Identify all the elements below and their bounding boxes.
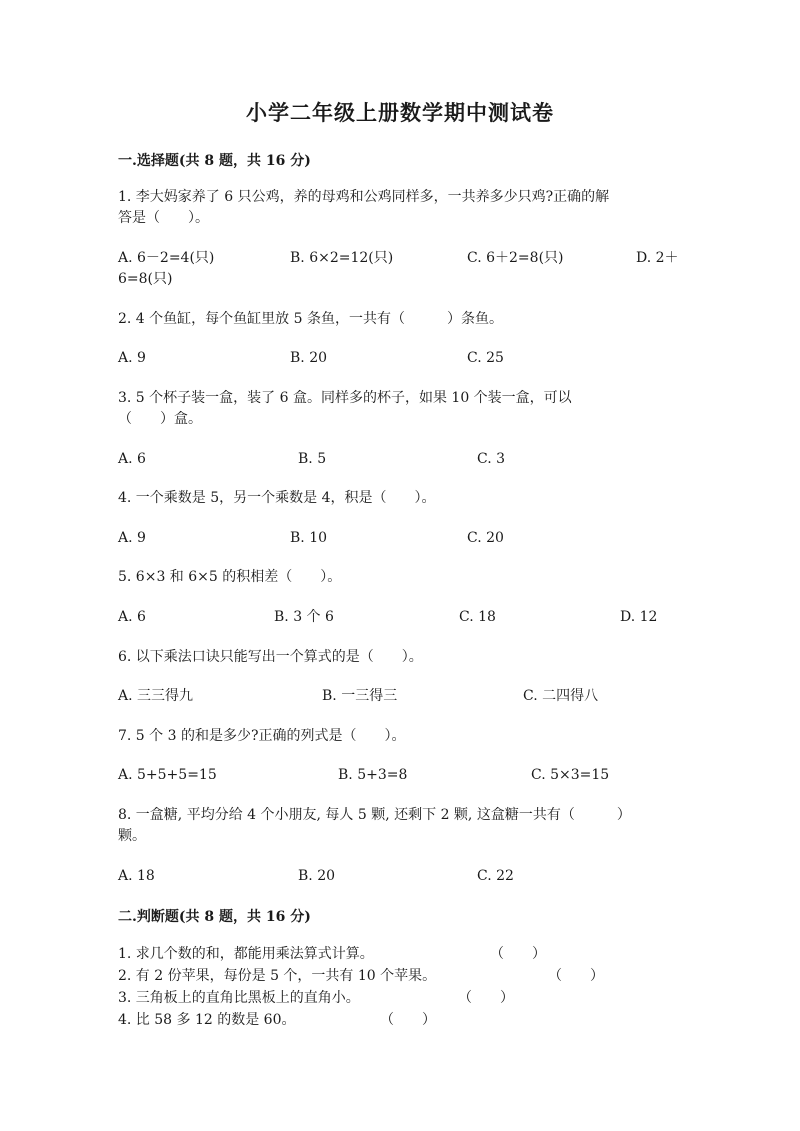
question-6: [118, 647, 690, 668]
question-text: 3. 5 个杯子装一盒，装了 6 盒。同样多的杯子，如果 10 个装一盒，可以: [118, 390, 572, 406]
option-c: C. 18: [459, 609, 496, 625]
option-c: C. 3: [477, 451, 506, 467]
option-b: B. 6×2=12(只): [290, 250, 394, 266]
question-4: [118, 488, 690, 509]
option-b: B. 5: [298, 451, 327, 467]
question-text: 4. 一个乘数是 5，另一个乘数是 4，积是（ ）。: [118, 490, 436, 506]
judgment-item-3: 3. 三角板上的直角比黑板上的直角小。: [118, 990, 360, 1006]
answer-blank: （ ）: [380, 1012, 436, 1028]
option-c: C. 二四得八: [523, 688, 599, 704]
option-c: C. 6＋2=8(只): [467, 250, 564, 266]
option-b: B. 5+3=8: [338, 767, 408, 783]
option-d-wrap: 6=8(只): [118, 271, 173, 287]
judgment-item-4: 4. 比 58 多 12 的数是 60。: [118, 1012, 296, 1028]
option-c: C. 25: [467, 350, 504, 366]
option-d: D. 2＋: [636, 250, 679, 266]
answer-blank: （ ）: [490, 946, 546, 962]
option-c: C. 22: [477, 868, 514, 884]
option-a: A. 6: [118, 451, 146, 467]
answer-blank: （ ）: [458, 990, 514, 1006]
judgment-item-1: 1. 求几个数的和，都能用乘法算式计算。: [118, 946, 374, 962]
section-heading-judgment: 二.判断题(共 8 题，共 16 分): [118, 909, 311, 925]
question-text: 6. 以下乘法口诀只能写出一个算式的是（ ）。: [118, 649, 423, 665]
question-7: [118, 726, 690, 747]
page-title: 小学二年级上册数学期中测试卷: [246, 100, 554, 125]
question-text: 颗。: [118, 828, 146, 844]
question-2: [118, 309, 690, 330]
question-text: 答是（ ）。: [118, 210, 209, 226]
question-text: 2. 4 个鱼缸，每个鱼缸里放 5 条鱼，一共有（ ）条鱼。: [118, 311, 503, 327]
question-8: [118, 805, 690, 847]
section-heading-choice: 一.选择题(共 8 题，共 16 分): [118, 153, 311, 169]
option-a: A. 9: [118, 530, 146, 546]
question-3: [118, 388, 690, 430]
option-b: B. 10: [290, 530, 328, 546]
question-text: 5. 6×3 和 6×5 的积相差（ ）。: [118, 569, 342, 585]
option-a: A. 5+5+5=15: [118, 767, 217, 783]
judgment-item-2: 2. 有 2 份苹果，每份是 5 个，一共有 10 个苹果。: [118, 968, 437, 984]
question-text: 7. 5 个 3 的和是多少?正确的列式是（ ）。: [118, 728, 406, 744]
option-a: A. 6: [118, 609, 146, 625]
option-a: A. 9: [118, 350, 146, 366]
question-text: （ ）盒。: [118, 411, 202, 427]
option-d: D. 12: [620, 609, 658, 625]
question-5: [118, 567, 690, 588]
option-b: B. 20: [298, 868, 336, 884]
option-b: B. 一三得三: [322, 688, 398, 704]
option-b: B. 20: [290, 350, 328, 366]
option-a: A. 18: [118, 868, 155, 884]
option-b: B. 3 个 6: [274, 609, 334, 625]
option-c: C. 5×3=15: [531, 767, 610, 783]
question-text: 8. 一盒糖, 平均分给 4 个小朋友, 每人 5 颗, 还剩下 2 颗, 这盒糖一共有（ ）: [118, 807, 631, 823]
answer-blank: （ ）: [548, 968, 604, 984]
question-1: [118, 187, 690, 229]
option-c: C. 20: [467, 530, 504, 546]
question-text: 1. 李大妈家养了 6 只公鸡，养的母鸡和公鸡同样多，一共养多少只鸡?正确的解: [118, 189, 610, 205]
option-a: A. 6－2=4(只): [118, 250, 215, 266]
option-a: A. 三三得九: [118, 688, 194, 704]
